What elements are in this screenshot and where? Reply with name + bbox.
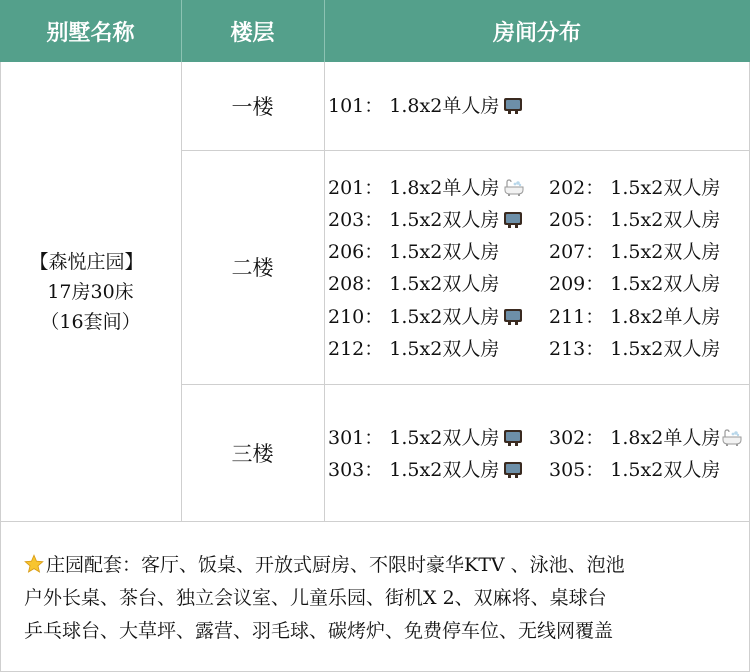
amenities-line [24,618,613,644]
floor-label-2-text: 二楼 [231,256,274,280]
villa-name: 【森悦庄园】 [29,250,144,273]
room-text: 205： 1.5x2双人房 [549,209,721,231]
room-entry [549,458,720,482]
room-text: 213： 1.5x2双人房 [549,338,721,360]
room-text: 302： 1.8x2单人房 [549,427,721,449]
bathtub-icon [721,429,743,453]
bathtub-icon [503,179,525,203]
header-floor [181,0,324,62]
room-text: 202： 1.5x2双人房 [549,177,721,199]
header-floor-text: 楼层 [230,20,275,46]
floor-label-3-text: 三楼 [231,441,274,466]
header-villa-name-text: 别墅名称 [46,20,135,46]
header-divider [324,0,325,62]
floor-label-2 [181,150,324,384]
room-entry [549,305,720,329]
room-entry [549,240,720,264]
tv-icon [503,461,523,485]
villa-cell [0,62,181,521]
floor-label-1-text: 一楼 [231,95,274,119]
villa-room-bed-count: 17房30床 [47,280,134,303]
room-text: 208： 1.5x2双人房 [328,273,500,295]
room-text: 301： 1.5x2双人房 [328,427,500,449]
room-text: 101： 1.8x2单人房 [328,95,500,117]
room-entry [328,337,499,361]
room-entry [549,426,743,453]
room-text: 207： 1.5x2双人房 [549,241,721,263]
room-entry [549,272,720,296]
tv-icon [503,429,523,453]
room-text: 211： 1.8x2单人房 [549,306,721,328]
amenities-text: 户外长桌、茶台、独立会议室、儿童乐园、街机X 2、双麻将、桌球台 [24,587,607,609]
room-entry [328,240,499,264]
room-entry [328,176,525,203]
room-entry [328,305,523,332]
grid-line [324,62,325,521]
room-text: 210： 1.5x2双人房 [328,306,500,328]
room-entry [328,94,523,121]
villa-suite-count: （16套间） [40,310,141,333]
room-entry [549,208,720,232]
amenities-line [24,552,625,581]
room-text: 203： 1.5x2双人房 [328,209,500,231]
header-rooms [324,0,750,62]
header-rooms-text: 房间分布 [492,20,581,46]
room-text: 209： 1.5x2双人房 [549,273,721,295]
room-entry [328,458,523,485]
floor-label-3 [181,384,324,521]
tv-icon [503,97,523,121]
tv-icon [503,308,523,332]
room-entry [328,426,523,453]
header-divider [181,0,182,62]
room-text: 303： 1.5x2双人房 [328,459,500,481]
room-text: 201： 1.8x2单人房 [328,177,500,199]
room-entry [549,176,720,200]
header-villa-name [0,0,181,62]
room-entry [549,337,720,361]
room-text: 305： 1.5x2双人房 [549,459,721,481]
floor-label-1 [181,62,324,150]
amenities-text: 乒乓球台、大草坪、露营、羽毛球、碳烤炉、免费停车位、无线网覆盖 [24,620,614,642]
amenities-text: 庄园配套：客厅、饭桌、开放式厨房、不限时豪华KTV 、泳池、泡池 [46,554,625,576]
room-entry [328,208,523,235]
star-icon [24,554,44,581]
room-text: 212： 1.5x2双人房 [328,338,500,360]
room-text: 206： 1.5x2双人房 [328,241,500,263]
amenities-line [24,585,607,611]
tv-icon [503,211,523,235]
room-entry [328,272,499,296]
grid-line [0,521,750,522]
